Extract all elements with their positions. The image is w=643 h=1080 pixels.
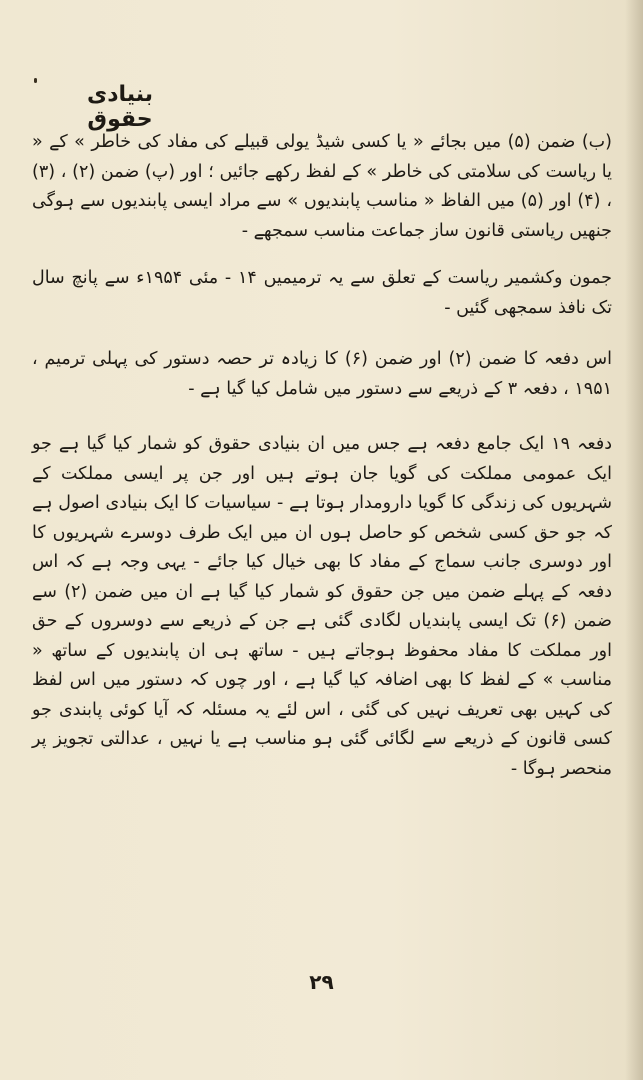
paragraph-article-19: دفعہ ۱۹ ایک جامع دفعہ ہے جس میں ان بنیادی حقوق کو شمار کیا گیا ہے جو ایک عمومی مملکت کی گویا جان ہوتے ہیں اور جن پر ایسی مملکت کے شہریوں کی زندگی کا گویا دارومدار ہوتا ہے - سیاسیات کا ایک بنیادی اصول ہے کہ جو حق کسی شخص کو حاصل ہوں ان میں ایک طرف دوسرے شہریوں کا اور دوسری جانب سماج کے مفاد کا بھی خیال کیا جائے - یہی وجہ ہے کہ اس دفعہ کے پہلے ضمن میں جن حقوق کو شمار کیا گیا ہے ان میں ضمن (۲) سے ضمن (۶) تک ایسی پابندیاں لگادی گئی ہے جن کے ذریعے سے دوسروں کے حق اور مملکت کا مفاد محفوظ ہوجاتے ہیں - ساتھ ہی ان پابندیوں کے ساتھ « مناسب » کے لفظ کا بھی اضافہ کیا گیا ہے ، اور چوں کہ دستور میں اس لفظ کی کہیں بھی تعریف نہیں کی گئی ، اس لئے یہ مسئلہ کہ آیا کوئی پابندی جو کسی قانون کے ذریعے سے لگائی گئی ہو مناسب ہے یا نہیں ، عدالتی تجویز پر منحصر ہوگا - [32,434,613,779]
paragraph-first-amendment: اس دفعہ کا ضمن (۲) اور ضمن (۶) کا زیادہ تر حصہ دستور کی پہلی ترمیم ، ۱۹۵۱ ، دفعہ ۳ کے ذریعے سے دستور میں شامل کیا گیا ہے - [32,349,612,399]
page-edge-shadow [625,0,643,1080]
print-speck [34,78,37,83]
body-text [32,128,612,806]
paragraph-jammu-kashmir: جمون وکشمیر ریاست کے تعلق سے یہ ترمیمیں ۱۴ - مئی ۱۹۵۴ء سے پانچ سال تک نافذ سمجھی گئیں - [32,268,613,318]
paragraph-amendment-clauses: (ب) ضمن (۵) میں بجائے « یا کسی شیڈ یولی قبیلے کی مفاد کی خاطر » کے « یا ریاست کی سلامتی کی خاطر » کے لفظ رکھے جائیں ؛ اور (پ) ضمن (۲) ، (۳) ، (۴) اور (۵) میں الفاظ « مناسب پابندیوں » سے مراد ایسی پابندیوں سے ہوگی جنھیں ریاستی قانون ساز جماعت مناسب سمجھے - [32,132,613,241]
running-header: بنیادی حقوق [87,82,153,132]
page-number: ۲۹ [309,970,334,994]
